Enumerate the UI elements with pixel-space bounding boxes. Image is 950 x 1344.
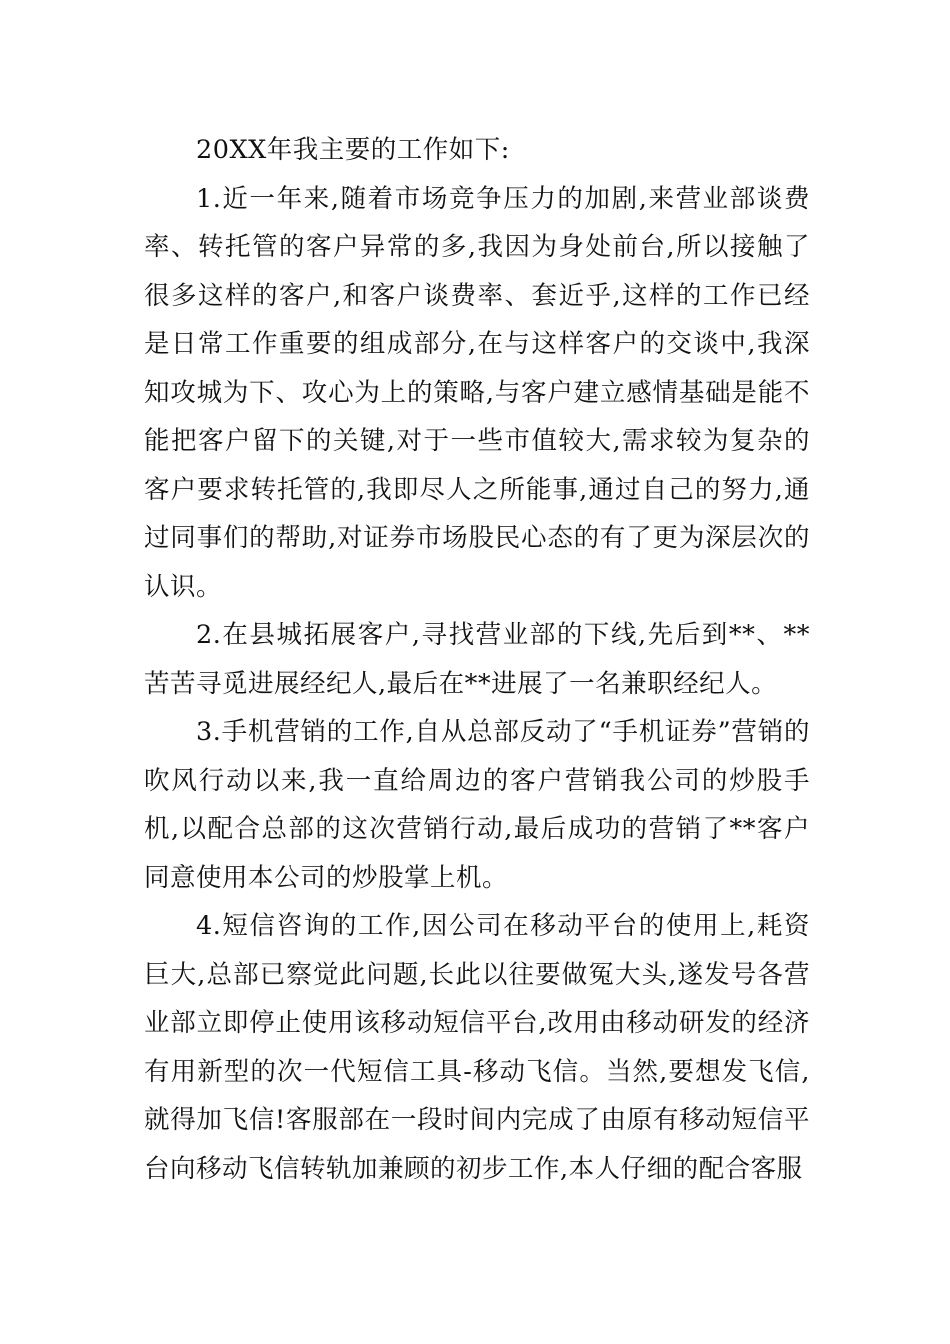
- paragraph-3: 3.手机营销的工作,自从总部反动了“手机证券”营销的吹风行动以来,我一直给周边的客户营销我公司的炒股手机,以配合总部的这次营销行动,最后成功的营销了**客户同意使用本公司的炒股掌上机。: [144, 717, 810, 893]
- paragraph-4: 4.短信咨询的工作,因公司在移动平台的使用上,耗资巨大,总部已察觉此问题,长此以往要做冤大头,遂发号各营业部立即停止使用该移动短信平台,改用由移动研发的经济有用新型的次一代短信工具-移动飞信。当然,要想发飞信,就得加飞信!客服部在一段时间内完成了由原有移动短信平台向移动飞信转轨加兼顾的初步工作,本人仔细的配合客服: [144, 911, 810, 1184]
- document-body: [144, 126, 810, 1193]
- paragraph-1: 1.近一年来,随着市场竞争压力的加剧,来营业部谈费率、转托管的客户异常的多,我因为身处前台,所以接触了很多这样的客户,和客户谈费率、套近乎,这样的工作已经是日常工作重要的组成部分,在与这样客户的交谈中,我深知攻城为下、攻心为上的策略,与客户建立感情基础是能不能把客户留下的关键,对于一些市值较大,需求较为复杂的客户要求转托管的,我即尽人之所能事,通过自己的努力,通过同事们的帮助,对证券市场股民心态的有了更为深层次的认识。: [144, 183, 810, 602]
- paragraph-2: 2.在县城拓展客户,寻找营业部的下线,先后到**、**苦苦寻觅进展经纪人,最后在**进展了一名兼职经纪人。: [144, 620, 810, 699]
- intro-paragraph: 20XX年我主要的工作如下:: [196, 135, 510, 165]
